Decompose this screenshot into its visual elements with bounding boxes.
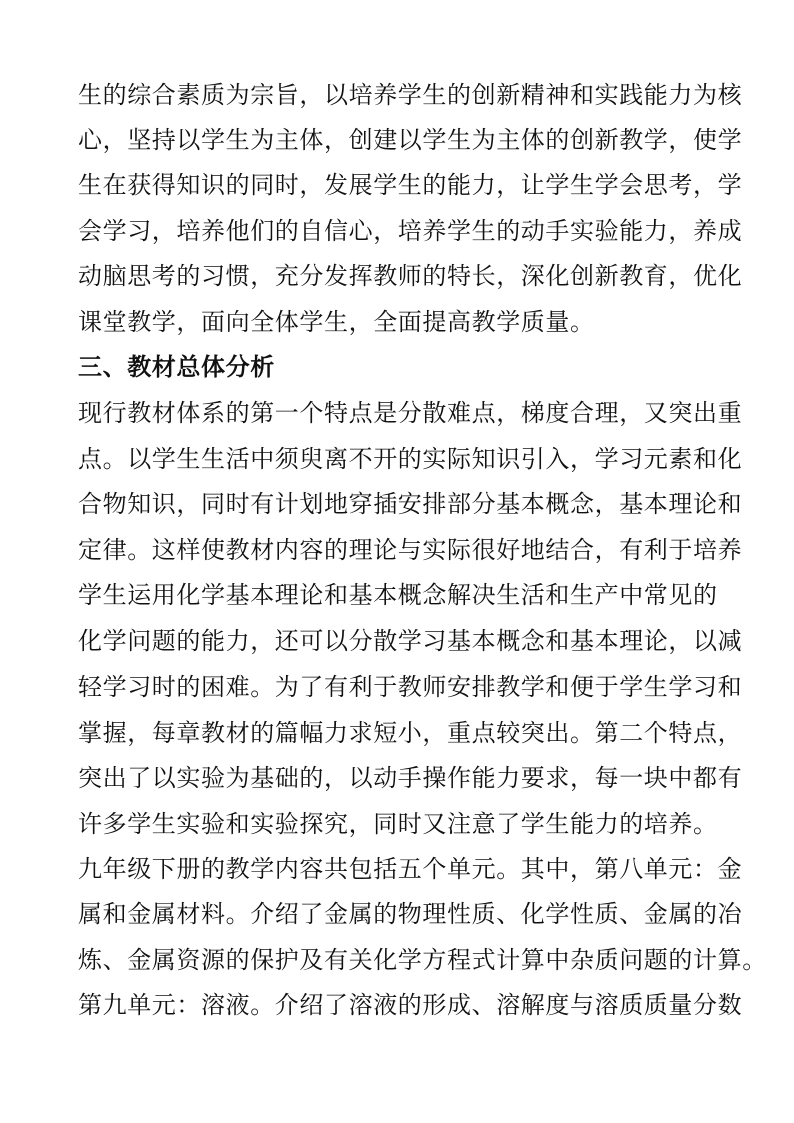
paragraph-line: 学生运用化学基本理论和基本概念解决生活和生产中常见的 (78, 581, 718, 609)
paragraph-line: 生的综合素质为宗旨，以培养学生的创新精神和实践能力为核 (78, 81, 743, 109)
paragraph-line: 课堂教学，面向全体学生，全面提高教学质量。 (78, 308, 595, 336)
paragraph-line: 心，坚持以学生为主体，创建以学生为主体的创新教学，使学 (78, 126, 743, 154)
paragraph-line: 定律。这样使教材内容的理论与实际很好地结合，有利于培养 (78, 536, 743, 564)
paragraph-line: 合物知识，同时有计划地穿插安排部分基本概念，基本理论和 (78, 490, 743, 518)
paragraph-line: 掌握，每章教材的篇幅力求短小，重点较突出。第二个特点， (78, 719, 743, 747)
paragraph-line: 轻学习时的困难。为了有利于教师安排教学和便于学生学习和 (78, 673, 743, 701)
paragraph-line: 属和金属材料。介绍了金属的物理性质、化学性质、金属的冶 (78, 900, 743, 928)
paragraph-line: 现行教材体系的第一个特点是分散难点，梯度合理，又突出重 (78, 399, 743, 427)
paragraph-line: 第九单元：溶液。介绍了溶液的形成、溶解度与溶质质量分数 (78, 991, 743, 1019)
paragraph-line: 生在获得知识的同时，发展学生的能力，让学生学会思考，学 (78, 171, 743, 199)
paragraph-line: 突出了以实验为基础的，以动手操作能力要求，每一块中都有 (78, 764, 743, 792)
paragraph-line: 动脑思考的习惯，充分发挥教师的特长，深化创新教育，优化 (78, 262, 743, 290)
paragraph-line: 许多学生实验和实验探究，同时又注意了学生能力的培养。 (78, 810, 718, 838)
section-heading: 三、教材总体分析 (78, 352, 275, 381)
paragraph-line: 炼、金属资源的保护及有关化学方程式计算中杂质问题的计算。 (78, 946, 767, 974)
paragraph-line: 会学习，培养他们的自信心，培养学生的动手实验能力，养成 (78, 217, 743, 245)
paragraph-line: 化学问题的能力，还可以分散学习基本概念和基本理论，以减 (78, 627, 743, 655)
paragraph-line: 点。以学生生活中须臾离不开的实际知识引入，学习元素和化 (78, 445, 743, 473)
paragraph-line: 九年级下册的教学内容共包括五个单元。其中，第八单元：金 (78, 855, 743, 883)
